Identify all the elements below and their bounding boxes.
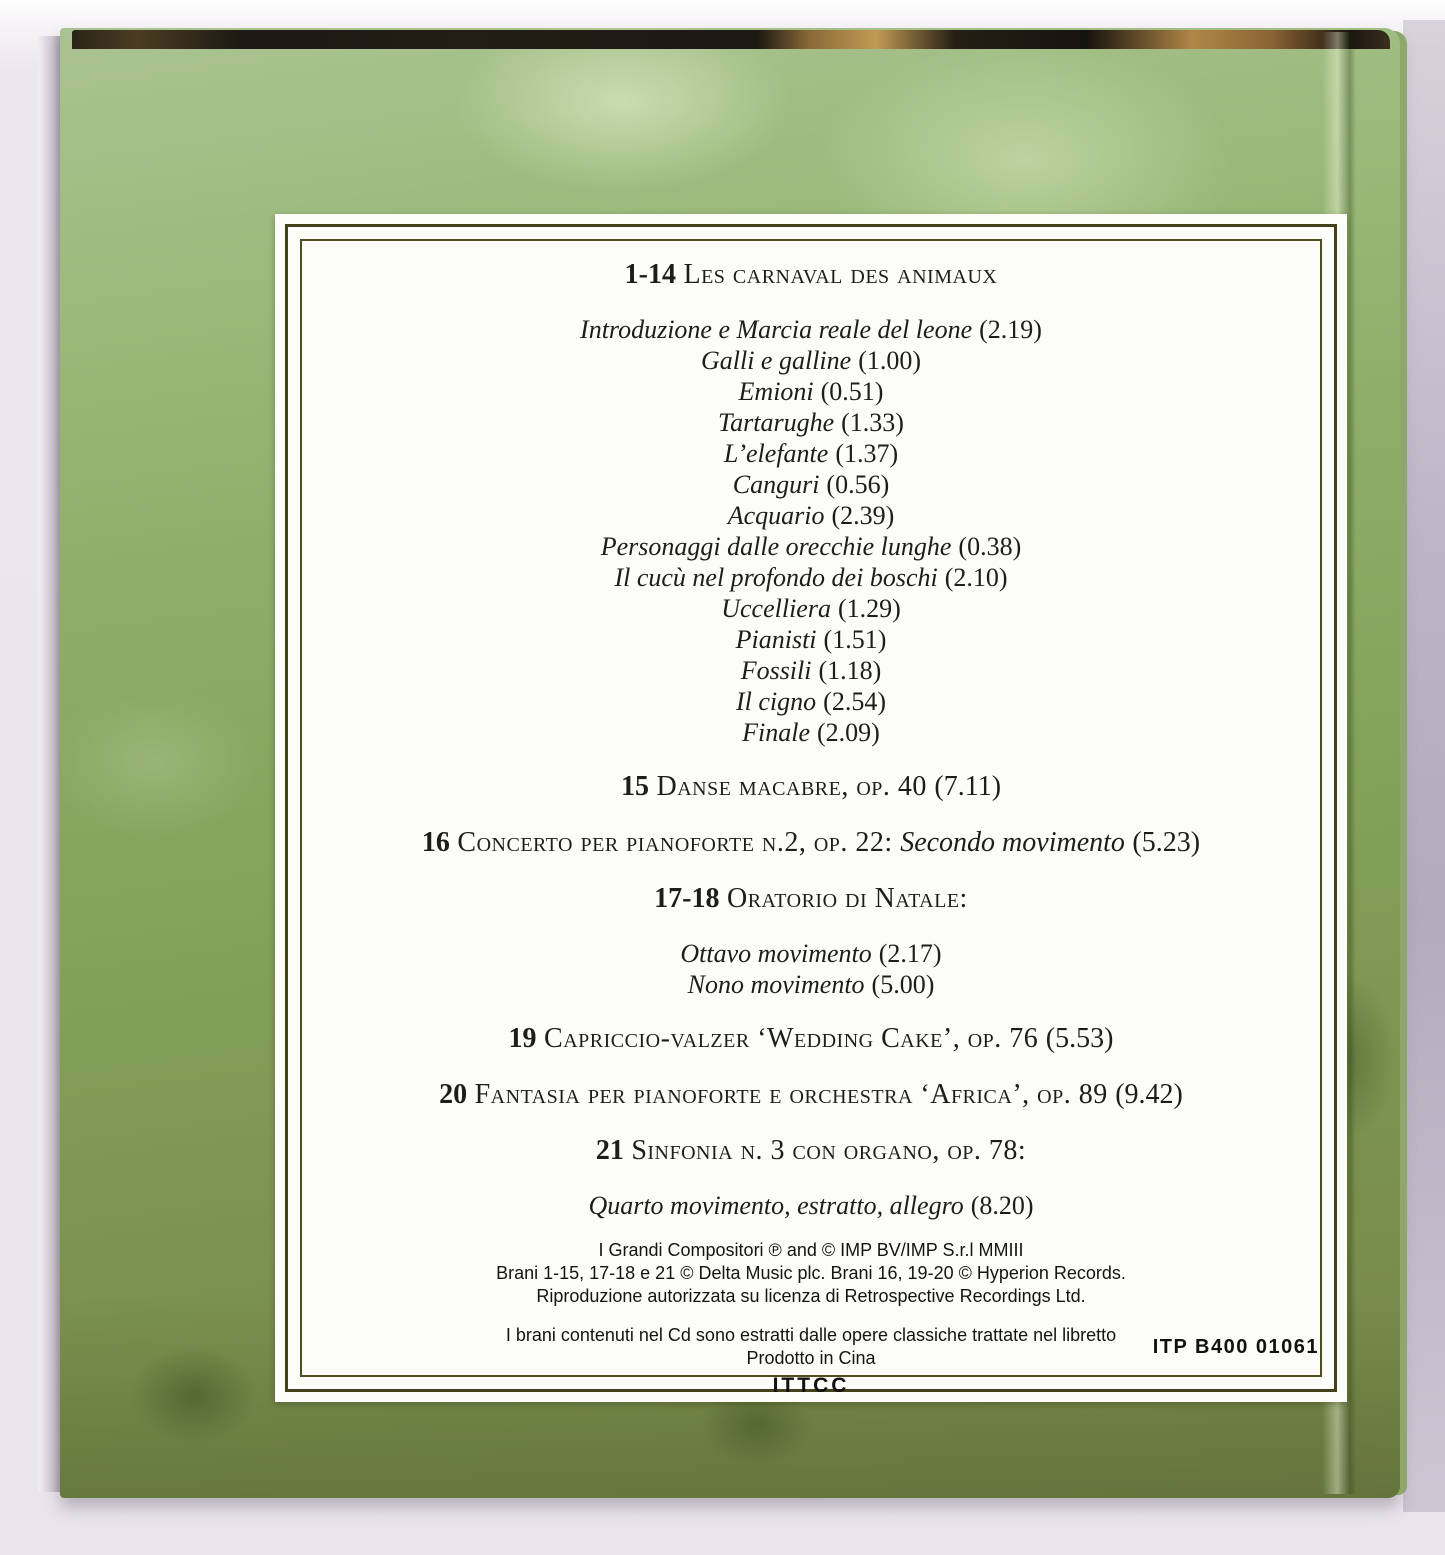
note-line: Prodotto in Cina: [746, 1348, 876, 1368]
label-code: ITTCC: [772, 1374, 850, 1397]
track-time: (1.00): [858, 346, 922, 375]
track-title: Quarto movimento, estratto, allegro: [588, 1191, 964, 1220]
track-time: (2.19): [979, 315, 1042, 344]
track-item: [321, 531, 1301, 562]
copyright-line: Riproduzione autorizzata su licenza di Retrospective Recordings Ltd.: [536, 1286, 1086, 1306]
work-heading: [321, 882, 1301, 916]
track-item: [321, 655, 1301, 686]
track-time: (0.56): [826, 470, 890, 499]
copyright-line: I Grandi Compositori ℗ and © IMP BV/IMP S.r.l MMIII: [598, 1240, 1024, 1260]
track-item: [321, 376, 1301, 407]
track-time: (9.42): [1115, 1079, 1183, 1110]
track-title: Pianisti: [735, 625, 817, 654]
copyright-line: Brani 1-15, 17-18 e 21 © Delta Music plc. Brani 16, 19-20 © Hyperion Records.: [496, 1263, 1126, 1283]
catalog-number: ITP B400 01061: [1152, 1336, 1319, 1358]
work-section-capriccio: [321, 1022, 1301, 1056]
track-item: [321, 345, 1301, 376]
work-title: Danse macabre, op. 40: [656, 771, 927, 802]
tracklist-panel: [275, 214, 1347, 1402]
scan-right-shadow-strip: [1403, 20, 1445, 1512]
track-item: [321, 624, 1301, 655]
work-title: Les carnaval des animaux: [683, 259, 998, 290]
track-time: (2.54): [823, 687, 886, 716]
track-number: 20: [439, 1079, 468, 1110]
cd-book-back-cover: [60, 28, 1400, 1498]
track-item: [321, 1190, 1301, 1221]
track-title: Finale: [742, 718, 811, 747]
work-section-carnaval: [321, 258, 1301, 748]
track-item: [321, 938, 1301, 969]
work-heading: [321, 770, 1301, 804]
track-title: Ottavo movimento: [680, 939, 872, 968]
track-item: [321, 593, 1301, 624]
work-title: Fantasia per pianoforte e orchestra ‘Africa’, op. 89: [474, 1079, 1108, 1110]
work-heading: [321, 826, 1301, 860]
track-title: Introduzione e Marcia reale del leone: [580, 315, 973, 344]
track-item: [321, 969, 1301, 1000]
track-item: [321, 314, 1301, 345]
track-time: (2.39): [831, 501, 895, 530]
track-title: Personaggi dalle orecchie lunghe: [600, 532, 952, 561]
track-time: (1.18): [818, 656, 882, 685]
work-section-sinfonia: [321, 1134, 1301, 1221]
track-time: (5.53): [1045, 1023, 1114, 1054]
work-heading: [321, 258, 1301, 292]
track-item: [321, 562, 1301, 593]
note-line: I brani contenuti nel Cd sono estratti dalle opere classiche trattate nel libretto: [505, 1325, 1117, 1345]
track-time: (2.10): [944, 563, 1008, 592]
track-time: (0.38): [958, 532, 1022, 561]
track-time: (8.20): [970, 1191, 1034, 1220]
track-item: [321, 407, 1301, 438]
work-title: Capriccio-valzer ‘Wedding Cake’, op. 76: [544, 1023, 1039, 1054]
track-time: (5.00): [871, 970, 935, 999]
track-time: (0.51): [820, 377, 884, 406]
work-section-fantasia: [321, 1078, 1301, 1112]
track-number: 21: [595, 1135, 624, 1166]
copyright-block: [321, 1239, 1301, 1308]
track-title: Emioni: [738, 377, 814, 406]
track-item: [321, 500, 1301, 531]
track-item: [321, 686, 1301, 717]
work-section-danse-macabre: [321, 770, 1301, 804]
track-item: [321, 469, 1301, 500]
track-number: 15: [620, 771, 649, 802]
track-time: (7.11): [934, 771, 1002, 802]
track-time: (1.37): [835, 439, 899, 468]
track-number: 16: [421, 827, 450, 858]
work-title: Oratorio di Natale:: [726, 883, 968, 914]
track-number: 19: [508, 1023, 537, 1054]
track-title: Il cucù nel profondo dei boschi: [614, 563, 938, 592]
work-heading: [321, 1134, 1301, 1168]
work-title: Sinfonia n. 3 con organo, op. 78:: [631, 1135, 1027, 1166]
track-number-range: 1-14: [624, 259, 676, 290]
track-title: Canguri: [732, 470, 820, 499]
work-heading: [321, 1022, 1301, 1056]
track-item: [321, 438, 1301, 469]
work-title: Concerto per pianoforte n.2, op. 22:: [457, 827, 893, 858]
track-title: Nono movimento: [687, 970, 865, 999]
track-title: Uccelliera: [721, 594, 831, 623]
work-section-oratorio: [321, 882, 1301, 1000]
track-time: (2.09): [817, 718, 880, 747]
track-time: (1.33): [841, 408, 904, 437]
track-title: Acquario: [727, 501, 825, 530]
book-top-page-edges: [72, 30, 1390, 49]
work-heading: [321, 1078, 1301, 1112]
track-title: Galli e galline: [700, 346, 852, 375]
movement-title: Secondo movimento: [900, 827, 1125, 858]
track-time: (5.23): [1132, 827, 1201, 858]
track-item: [321, 717, 1301, 748]
track-time: (1.51): [823, 625, 887, 654]
track-title: Fossili: [740, 656, 812, 685]
track-title: L’elefante: [723, 439, 829, 468]
track-number-range: 17-18: [654, 883, 720, 914]
track-title: Il cigno: [736, 687, 817, 716]
track-title: Tartarughe: [718, 408, 835, 437]
tracklist-content: [321, 258, 1301, 1399]
work-section-concerto: [321, 826, 1301, 860]
track-time: (1.29): [837, 594, 901, 623]
track-time: (2.17): [878, 939, 942, 968]
